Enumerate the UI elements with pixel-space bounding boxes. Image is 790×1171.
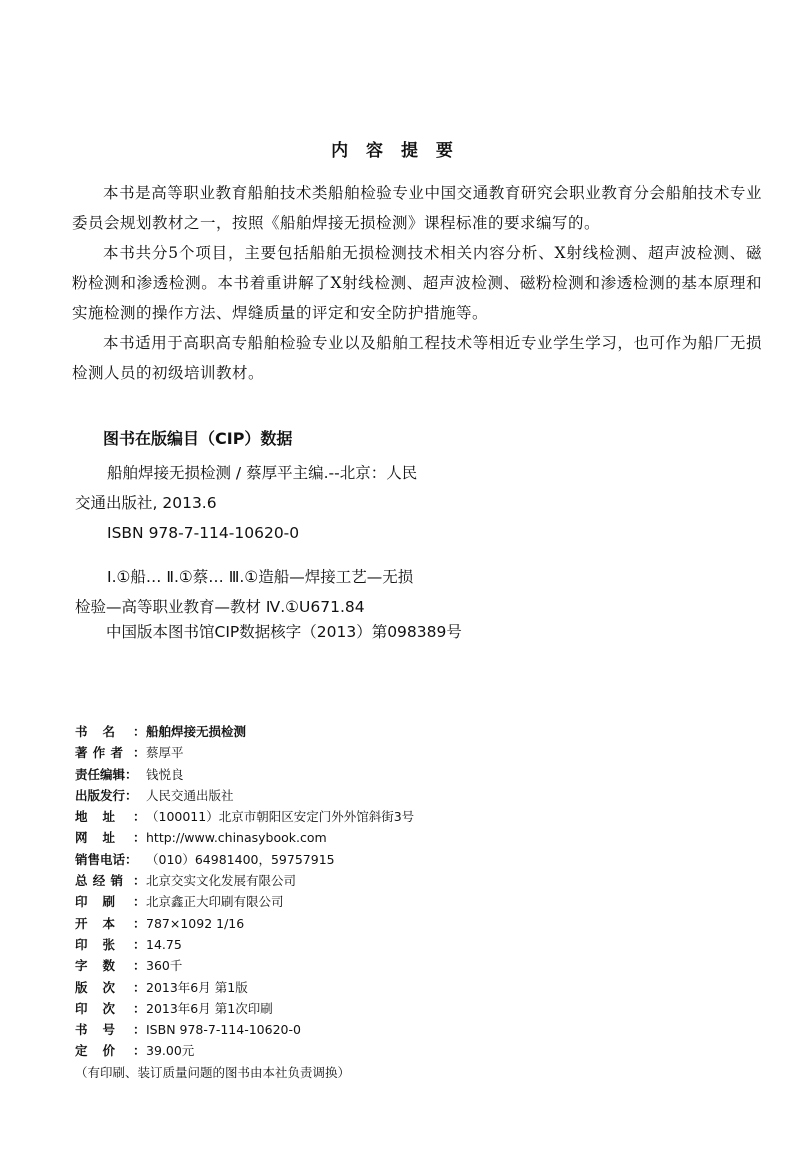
colophon-label: 责任编辑： [75,766,138,782]
colophon-label: 开 本 [75,915,115,931]
colophon-row: 地 址 ： （100011）北京市朝阳区安定门外外馆斜街3号 [75,806,695,827]
cip-publisher-line: 交通出版社, 2013.6 [75,494,217,512]
summary-title: 内 容 提 要 [331,141,459,161]
colophon-value: 船舶焊接无损检测 [146,724,247,739]
colophon-row [75,849,695,870]
colophon-value: ISBN 978-7-114-10620-0 [146,1022,301,1038]
colophon-value: 39.00元 [146,1043,195,1059]
colophon-row: 版 次 ： 2013年6月 第1版 [75,977,695,998]
colophon-label: 字 数 [75,958,115,974]
cip-subject-line: 检验—高等职业教育—教材 Ⅳ.①U671.84 [75,598,365,616]
colophon-row: 字 数 ： 360千 [75,955,695,976]
colophon [75,721,695,1084]
colophon-value: 北京鑫正大印刷有限公司 [146,894,284,910]
colophon-row: 著 作 者 ： 蔡厚平 [75,742,695,763]
colophon-row: 印 张 ： 14.75 [75,934,695,955]
summary-paragraph: 本书共分5个项目，主要包括船舶无损检测技术相关内容分析、X射线检测、超声波检测、磁粉检测和渗透检测。本书着重讲解了X射线检测、超声波检测、磁粉检测和渗透检测的基本原理和实施检测的操作方法、焊缝质量的评定和安全防护措施等。 [72,244,762,322]
colophon-row: 开 本 ： 787×1092 1/16 [75,913,695,934]
colophon-label: 书 名 [75,724,115,739]
colophon-label: 版 次 [75,979,115,995]
cip-number: 中国版本图书馆CIP数据核字（2013）第098389号 [106,623,462,641]
colophon-label: 著 作 者 [75,745,123,761]
colophon-value: 2013年6月 第1次印刷 [146,1000,273,1016]
cip-isbn-line: ISBN 978-7-114-10620-0 [107,524,300,542]
colophon-row: 印 刷 ： 北京鑫正大印刷有限公司 [75,891,695,912]
colophon-label: 书 号 [75,1022,115,1038]
colophon-label: 出版发行： [75,787,138,803]
cip-block [75,458,545,622]
colophon-label: 销售电话： [75,851,138,867]
summary-body [72,178,762,388]
colophon-label: 网 址 [75,830,115,846]
cip-subject-line: Ⅰ.①船… Ⅱ.①蔡… Ⅲ.①造船—焊接工艺—无损 [107,568,414,586]
colophon-value: 2013年6月 第1版 [146,979,248,995]
colophon-value: 北京交实文化发展有限公司 [146,873,297,889]
colophon-row: 定 价 ： 39.00元 [75,1040,695,1061]
colophon-label: 地 址 [75,809,115,825]
colophon-label: 定 价 [75,1043,115,1059]
summary-paragraph: 本书是高等职业教育船舶技术类船舶检验专业中国交通教育研究会职业教育分会船舶技术专业委员会规划教材之一，按照《船舶焊接无损检测》课程标准的要求编写的。 [72,184,762,232]
colophon-row: 书 号 ： ISBN 978-7-114-10620-0 [75,1019,695,1040]
colophon-row [75,764,695,785]
colophon-value: 钱悦良 [146,766,184,782]
colophon-value: 人民交通出版社 [146,787,234,803]
colophon-label: 印 次 [75,1000,115,1016]
colophon-label: 总 经 销 [75,873,123,889]
colophon-label: 印 刷 [75,894,115,910]
colophon-note: （有印刷、装订质量问题的图书由本社负责调换） [75,1064,351,1080]
cip-heading: 图书在版编目（CIP）数据 [103,429,293,448]
colophon-value: 360千 [146,958,183,974]
colophon-row: 网 址 ： http://www.chinasybook.com [75,827,695,848]
cip-title-line: 船舶焊接无损检测 / 蔡厚平主编.--北京：人民 [107,464,418,482]
colophon-row: 印 次 ： 2013年6月 第1次印刷 [75,998,695,1019]
colophon-row: 总 经 销 ： 北京交实文化发展有限公司 [75,870,695,891]
colophon-value: （100011）北京市朝阳区安定门外外馆斜街3号 [146,809,415,825]
colophon-value: 787×1092 1/16 [146,915,245,931]
colophon-row: 书 名 ： 船舶焊接无损检测 [75,721,695,742]
colophon-value: http://www.chinasybook.com [146,830,327,846]
summary-paragraph: 本书适用于高职高专船舶检验专业以及船舶工程技术等相近专业学生学习，也可作为船厂无损检测人员的初级培训教材。 [72,334,762,382]
colophon-value: 14.75 [146,936,182,952]
colophon-row [75,785,695,806]
colophon-value: 蔡厚平 [146,745,184,761]
colophon-value: （010）64981400，59757915 [146,851,335,867]
colophon-label: 印 张 [75,936,115,952]
